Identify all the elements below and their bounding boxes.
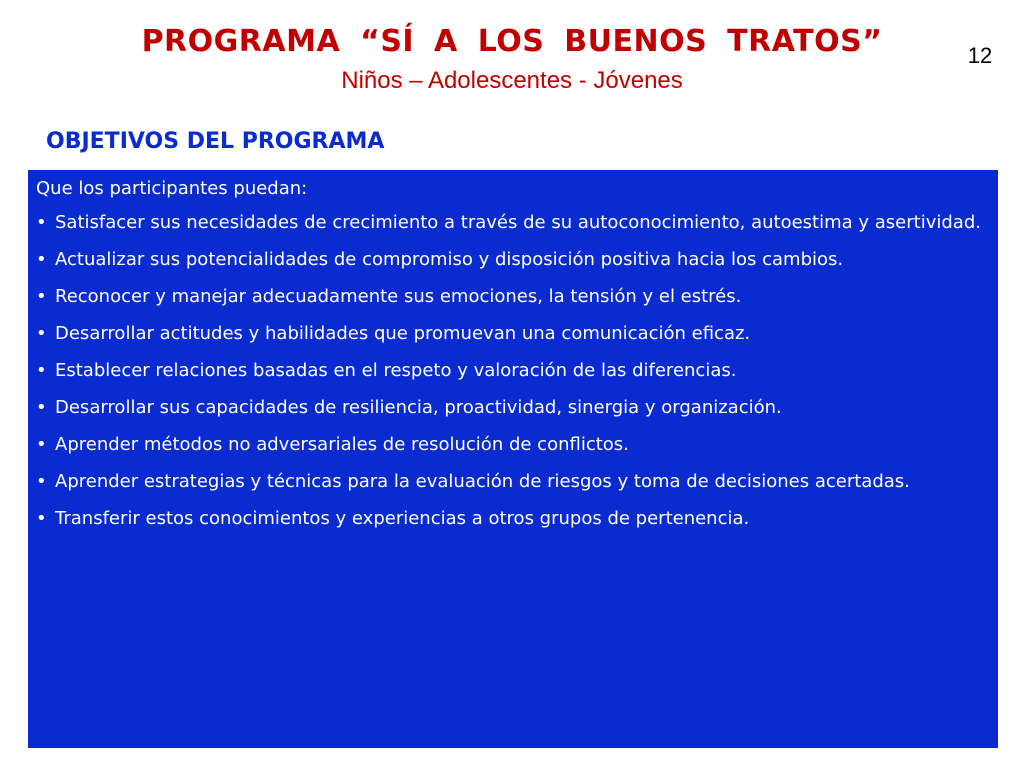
bullet-icon: • xyxy=(36,249,47,270)
bullet-icon: • xyxy=(36,434,47,455)
objective-text: Desarrollar actitudes y habilidades que promuevan una comunicación eficaz. xyxy=(55,323,751,344)
objective-text: Desarrollar sus capacidades de resiliencia, proactividad, sinergia y organización. xyxy=(55,397,782,418)
objective-text: Transferir estos conocimientos y experiencias a otros grupos de pertenencia. xyxy=(55,508,750,529)
slide-title: PROGRAMA “SÍ A LOS BUENOS TRATOS” xyxy=(141,24,883,59)
bullet-icon: • xyxy=(36,286,47,307)
objective-item xyxy=(36,395,986,421)
bullet-icon: • xyxy=(36,323,47,344)
bullet-icon: • xyxy=(36,212,47,233)
objective-item xyxy=(36,321,986,347)
objective-text: Aprender métodos no adversariales de resolución de conflictos. xyxy=(55,434,629,455)
objective-item xyxy=(36,469,986,495)
section-heading: OBJETIVOS DEL PROGRAMA xyxy=(46,129,385,154)
objective-text: Establecer relaciones basadas en el respeto y valoración de las diferencias. xyxy=(55,360,737,381)
objective-item xyxy=(36,358,986,384)
objective-text: Reconocer y manejar adecuadamente sus emociones, la tensión y el estrés. xyxy=(55,286,742,307)
objectives-intro: Que los participantes puedan: xyxy=(36,178,308,199)
objective-text: Aprender estrategias y técnicas para la evaluación de riesgos y toma de decisiones acertadas. xyxy=(55,471,910,492)
objective-item xyxy=(36,506,986,532)
bullet-icon: • xyxy=(36,360,47,381)
objective-item xyxy=(36,284,986,310)
bullet-icon: • xyxy=(36,397,47,418)
objective-item xyxy=(36,432,986,458)
objectives-list xyxy=(36,210,986,532)
page-number: 12 xyxy=(967,43,993,68)
bullet-icon: • xyxy=(36,471,47,492)
slide-subtitle: Niños – Adolescentes - Jóvenes xyxy=(341,67,683,94)
objectives-box xyxy=(28,170,998,748)
objective-item xyxy=(36,247,986,273)
objective-text: Actualizar sus potencialidades de compromiso y disposición positiva hacia los cambios. xyxy=(55,249,844,270)
bullet-icon: • xyxy=(36,508,47,529)
objective-text: Satisfacer sus necesidades de crecimiento a través de su autoconocimiento, autoestima y asertividad. xyxy=(55,212,981,233)
objective-item xyxy=(36,210,986,236)
